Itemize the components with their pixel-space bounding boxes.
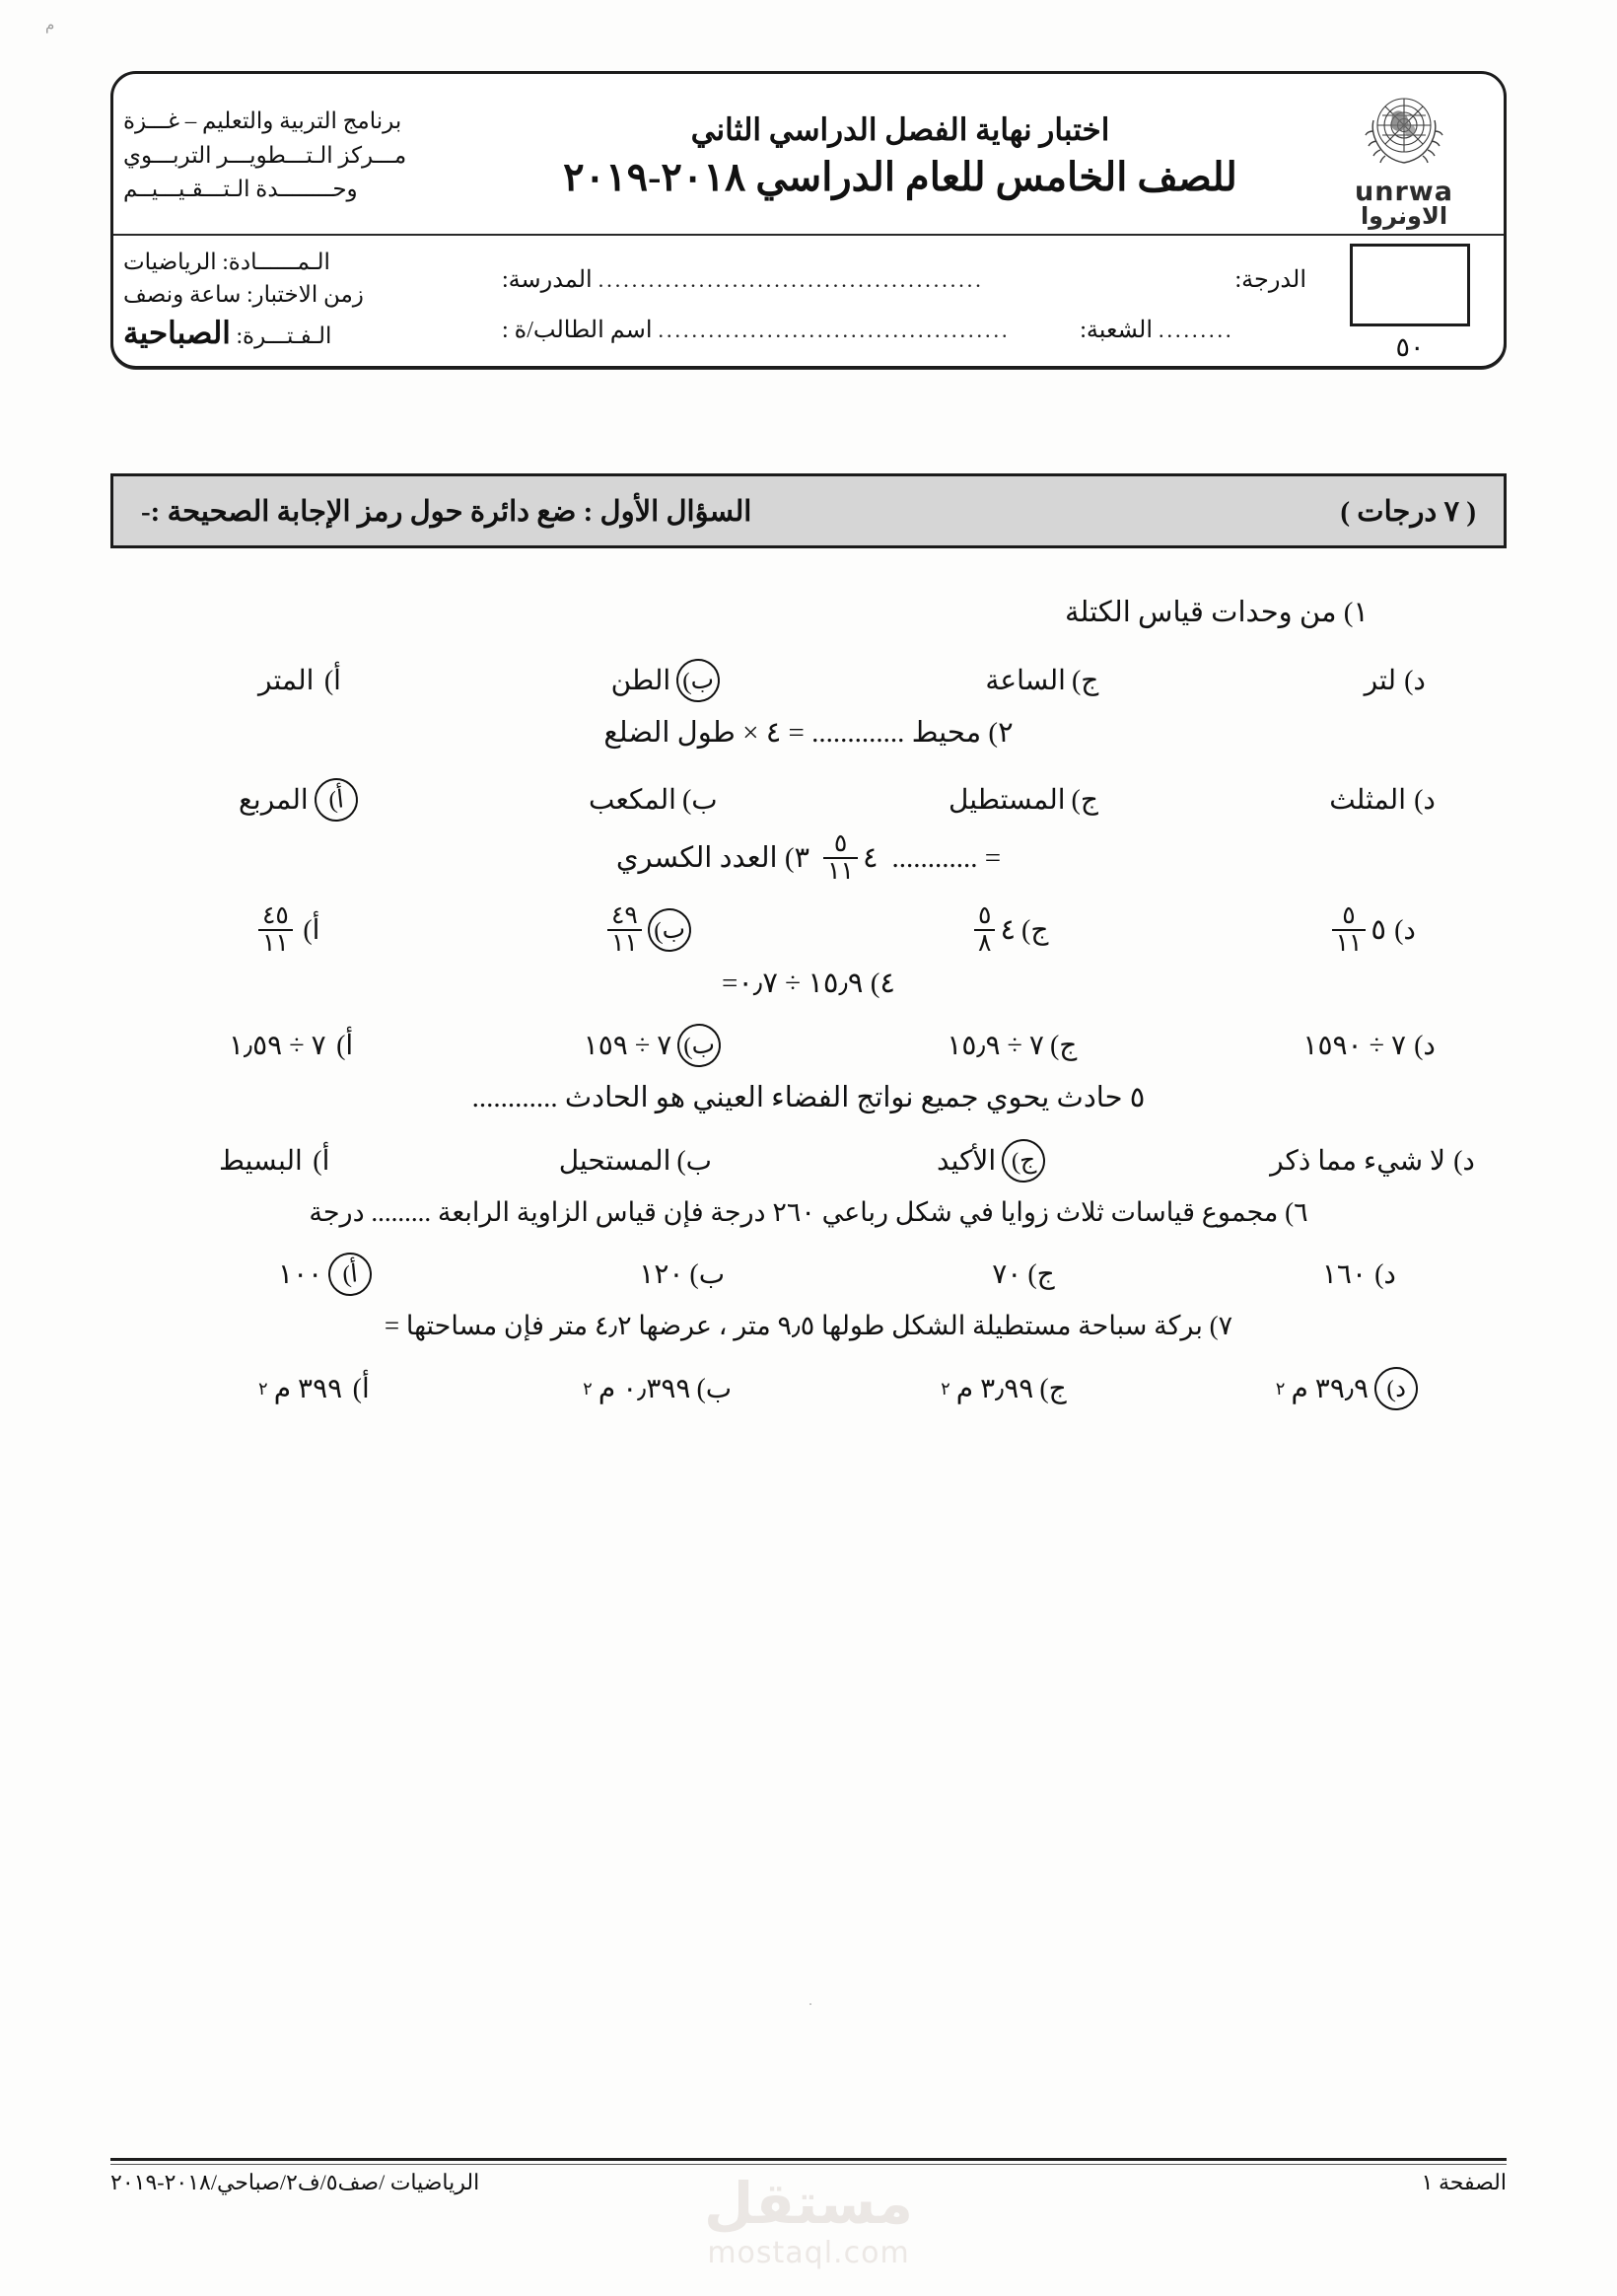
student-field-row: [502, 316, 1306, 344]
option-letter: ج): [1039, 1374, 1067, 1404]
option-text: الساعة: [985, 665, 1066, 696]
option-text: لتر: [1364, 665, 1396, 696]
question-2-stem: ٢) محيط ............. = ٤ × طول الضلع: [603, 716, 1014, 749]
un-emblem-icon: [1353, 84, 1455, 177]
option-letter: ج): [1021, 914, 1049, 946]
option-a[interactable]: [229, 1029, 358, 1062]
fraction-numerator: ٥: [833, 830, 848, 857]
option-c[interactable]: [992, 1257, 1054, 1291]
option-text: البسيط: [219, 1146, 303, 1177]
question-4-stem: ٤) ١٥٫٩ ÷ ٠٫٧=: [721, 968, 895, 999]
option-letter: د): [1453, 1146, 1475, 1177]
option-c[interactable]: [941, 1372, 1067, 1405]
subject-info-block: [113, 236, 496, 366]
option-letter: د): [1414, 1030, 1436, 1061]
question-7: [110, 1306, 1507, 1411]
question-1-stem: ١) من وحدات قياس الكتلة: [1064, 597, 1369, 628]
option-b[interactable]: [559, 1144, 712, 1178]
option-b[interactable]: [584, 1024, 722, 1067]
question-6-options: [110, 1253, 1507, 1296]
option-a[interactable]: [258, 664, 345, 697]
option-letter: أ): [303, 914, 320, 946]
option-text: ٧ ÷ ١٥٩٠: [1302, 1030, 1406, 1061]
department-line-2: مـــركز الـتـــطويـــر التربـــوي: [123, 142, 407, 168]
option-text: ١٢٠: [639, 1258, 684, 1290]
option-letter: ب): [681, 785, 718, 816]
option-text: ٧ ÷ ١٥٫٩: [947, 1030, 1044, 1061]
fraction-denominator: ١١: [258, 929, 293, 957]
option-a[interactable]: [278, 1253, 372, 1296]
option-letter-circled: د): [1372, 1365, 1420, 1412]
section-instruction: السؤال الأول : ضع دائرة حول رمز الإجابة الصحيحة :-: [141, 495, 752, 528]
option-letter-circled: أ): [326, 1250, 374, 1297]
subject-value: الرياضيات: [123, 250, 217, 274]
grade-total-value: ٥٠: [1395, 332, 1425, 362]
option-text: المربع: [239, 785, 309, 816]
section-label: الشعبة:: [1080, 317, 1153, 343]
grade-cell: [1316, 236, 1504, 366]
question-3-stem-prefix: ٣) العدد الكسري: [615, 841, 810, 874]
option-b[interactable]: [639, 1257, 725, 1291]
option-d[interactable]: [1322, 1257, 1398, 1291]
student-fields: [496, 236, 1316, 366]
watermark-latin: mostaql.com: [707, 2236, 910, 2270]
unrwa-logo: [1304, 74, 1504, 234]
option-letter-circled: ب): [674, 656, 722, 703]
option-a[interactable]: [258, 903, 324, 958]
option-letter: ج): [1049, 1030, 1078, 1061]
option-letter: ج): [1027, 1258, 1055, 1290]
question-3-options: [110, 903, 1507, 958]
fraction: [1332, 903, 1367, 958]
subject-label: الـمــــــادة:: [222, 250, 330, 274]
fraction-numerator: ٤٩: [611, 901, 638, 929]
department-line-3: وحــــــــدة الـتـــقـيـــيــم: [123, 177, 358, 202]
option-c[interactable]: [985, 664, 1098, 697]
footer-exam-reference: الرياضيات /صف٥/ف٢/صباحي/٢٠١٨-٢٠١٩: [110, 2170, 480, 2194]
exam-header-box: [110, 71, 1507, 369]
option-b[interactable]: [583, 1372, 732, 1405]
page-label: الصفحة ١: [1421, 2170, 1507, 2194]
footer-divider: [110, 2158, 1507, 2165]
student-name-label: اسم الطالب/ة :: [502, 317, 653, 343]
question-5-stem: ٥ حادث يحوي جميع نواتج الفضاء العيني هو الحادث ............: [471, 1081, 1146, 1113]
watermark-arabic: مستقل: [703, 2170, 914, 2237]
option-letter: أ): [313, 1146, 330, 1177]
fraction: [607, 903, 642, 958]
unrwa-latin-text: unrwa: [1355, 177, 1453, 207]
option-superscript: ٢: [258, 1378, 268, 1399]
unrwa-wordmark: [1355, 179, 1453, 228]
option-b[interactable]: [589, 783, 718, 817]
question-4: [110, 963, 1507, 1067]
option-letter: د): [1404, 665, 1426, 696]
mixed-whole: ٤: [862, 841, 879, 874]
duration-label: زمن الاختبار:: [246, 282, 364, 308]
option-letter: ج): [1071, 665, 1099, 696]
option-mixed-number: [974, 903, 1016, 958]
option-letter: أ): [323, 665, 341, 696]
option-letter: د): [1394, 914, 1416, 946]
question-3: [110, 831, 1507, 957]
corner-mark: م: [45, 18, 55, 34]
question-5: [110, 1077, 1507, 1184]
option-text: ٣٩٩ م: [273, 1374, 343, 1404]
option-c[interactable]: [949, 783, 1098, 817]
option-superscript: ٢: [941, 1378, 950, 1399]
option-text: المتر: [258, 665, 315, 696]
mixed-whole: ٤: [1000, 914, 1017, 947]
option-text: ٧ ÷ ١٫٥٩: [229, 1030, 326, 1061]
option-letter: د): [1374, 1258, 1396, 1290]
section-marks: ( ٧ درجات ): [1340, 495, 1476, 528]
fraction-denominator: ١١: [1332, 929, 1367, 957]
question-7-options: [110, 1367, 1507, 1410]
option-letter: ب): [676, 1146, 713, 1177]
question-1: [110, 592, 1507, 702]
option-text: الأكيد: [936, 1146, 997, 1177]
option-a[interactable]: [258, 1372, 374, 1405]
questions-list: [110, 592, 1507, 1428]
period-line: [123, 312, 331, 356]
option-b[interactable]: [607, 903, 691, 958]
option-text: ٣٩٫٩ م: [1291, 1374, 1369, 1404]
fraction-numerator: ٥: [1342, 901, 1356, 929]
option-letter: د): [1414, 785, 1436, 816]
section-field-value[interactable]: .........: [1159, 317, 1234, 342]
option-a[interactable]: [239, 778, 358, 822]
fraction: [974, 903, 995, 958]
option-letter-circled: ج): [1000, 1137, 1047, 1184]
option-d[interactable]: [1302, 1029, 1438, 1062]
option-letter-circled: ب): [646, 906, 693, 954]
option-text: المستحيل: [558, 1146, 671, 1177]
question-1-options: [110, 659, 1507, 702]
question-2-options: [110, 778, 1507, 822]
question-7-stem: ٧) بركة سباحة مستطيلة الشكل طولها ٩٫٥ متر ، عرضها ٤٫٢ متر فإن مساحتها =: [384, 1310, 1233, 1340]
option-text: ٧٠: [992, 1258, 1022, 1290]
exam-title-line-2: للصف الخامس للعام الدراسي ٢٠١٨-٢٠١٩: [563, 154, 1237, 199]
exam-title-line-1: اختبار نهاية الفصل الدراسي الثاني: [690, 111, 1110, 147]
option-letter: أ): [352, 1374, 370, 1404]
header-bottom-row: [113, 236, 1504, 366]
option-d[interactable]: [1270, 1144, 1477, 1178]
student-field-value[interactable]: ..........................................: [658, 317, 1011, 342]
option-d[interactable]: [1332, 903, 1418, 958]
department-block: [113, 74, 496, 234]
option-text: لا شيء مما ذكر: [1270, 1146, 1445, 1177]
fraction-denominator: ٨: [974, 929, 995, 957]
school-field-row: [502, 265, 1306, 294]
period-value: الصباحية: [123, 315, 231, 350]
option-text: ٠٫٣٩٩ م: [598, 1374, 691, 1404]
option-superscript: ٢: [1275, 1378, 1286, 1399]
question-6: [110, 1192, 1507, 1296]
option-letter: ج): [1071, 785, 1098, 816]
option-c[interactable]: [937, 1139, 1045, 1183]
question-3-stem-suffix: = ............: [891, 841, 1002, 874]
page-footer: [110, 2170, 1507, 2195]
page-stray-mark: .: [808, 1992, 812, 2009]
option-letter-circled: أ): [312, 776, 359, 824]
grade-label: الدرجة:: [1234, 266, 1306, 293]
fraction-denominator: ١١: [823, 857, 858, 885]
question-3-mixed-number: [823, 831, 878, 886]
fraction-denominator: ١١: [607, 929, 642, 957]
exam-title: [496, 74, 1304, 234]
option-text: ٧ ÷ ١٥٩: [583, 1030, 672, 1061]
department-line-1: برنامج التربية والتعليم – غـــزة: [123, 108, 402, 134]
option-letter: ب): [689, 1258, 726, 1290]
option-d[interactable]: [1365, 664, 1428, 697]
option-superscript: ٢: [583, 1378, 593, 1399]
school-label: المدرسة:: [502, 266, 593, 293]
option-c[interactable]: [947, 1029, 1077, 1062]
question-2: [110, 712, 1507, 823]
option-letter: ب): [696, 1374, 733, 1404]
option-letter: أ): [336, 1030, 354, 1061]
header-top-row: [113, 74, 1504, 236]
option-text: المكعب: [589, 785, 676, 816]
option-c[interactable]: [974, 903, 1048, 958]
fraction-numerator: ٤٥: [262, 901, 289, 929]
unrwa-arabic-text: الاونروا: [1360, 202, 1448, 230]
option-d[interactable]: [1276, 1367, 1418, 1410]
duration-line: [123, 278, 364, 311]
question-section-banner: [110, 473, 1507, 548]
question-6-stem: ٦) مجموع قياسات ثلاث زوايا في شكل رباعي ٢٦٠ درجة فإن قياس الزاوية الرابعة ......... درجة: [309, 1197, 1308, 1227]
option-d[interactable]: [1329, 783, 1438, 817]
question-4-options: [110, 1024, 1507, 1067]
question-3-stem: [110, 831, 1507, 886]
option-text: المثلث: [1329, 785, 1406, 816]
option-text: ٣٫٩٩ م: [955, 1374, 1034, 1404]
option-text: ١٦٠: [1321, 1258, 1367, 1290]
duration-value: ساعة ونصف: [123, 282, 242, 308]
option-a[interactable]: [219, 1144, 334, 1178]
fraction: [258, 903, 293, 958]
option-text: ١٠٠: [278, 1258, 323, 1290]
grade-input-box[interactable]: [1350, 244, 1470, 326]
question-5-options: [110, 1139, 1507, 1183]
fraction: [823, 831, 858, 886]
subject-line: [123, 246, 330, 278]
option-letter-circled: ب): [675, 1021, 723, 1068]
option-b[interactable]: [611, 659, 721, 702]
option-text: الطن: [610, 665, 671, 696]
fraction-numerator: ٥: [978, 901, 992, 929]
mixed-whole: ٥: [1371, 914, 1386, 947]
school-field-value[interactable]: ..............................................: [598, 266, 984, 292]
period-label: الـفـتـــرة:: [236, 323, 332, 348]
option-text: المستطيل: [948, 785, 1066, 816]
option-mixed-number: [1332, 903, 1386, 958]
